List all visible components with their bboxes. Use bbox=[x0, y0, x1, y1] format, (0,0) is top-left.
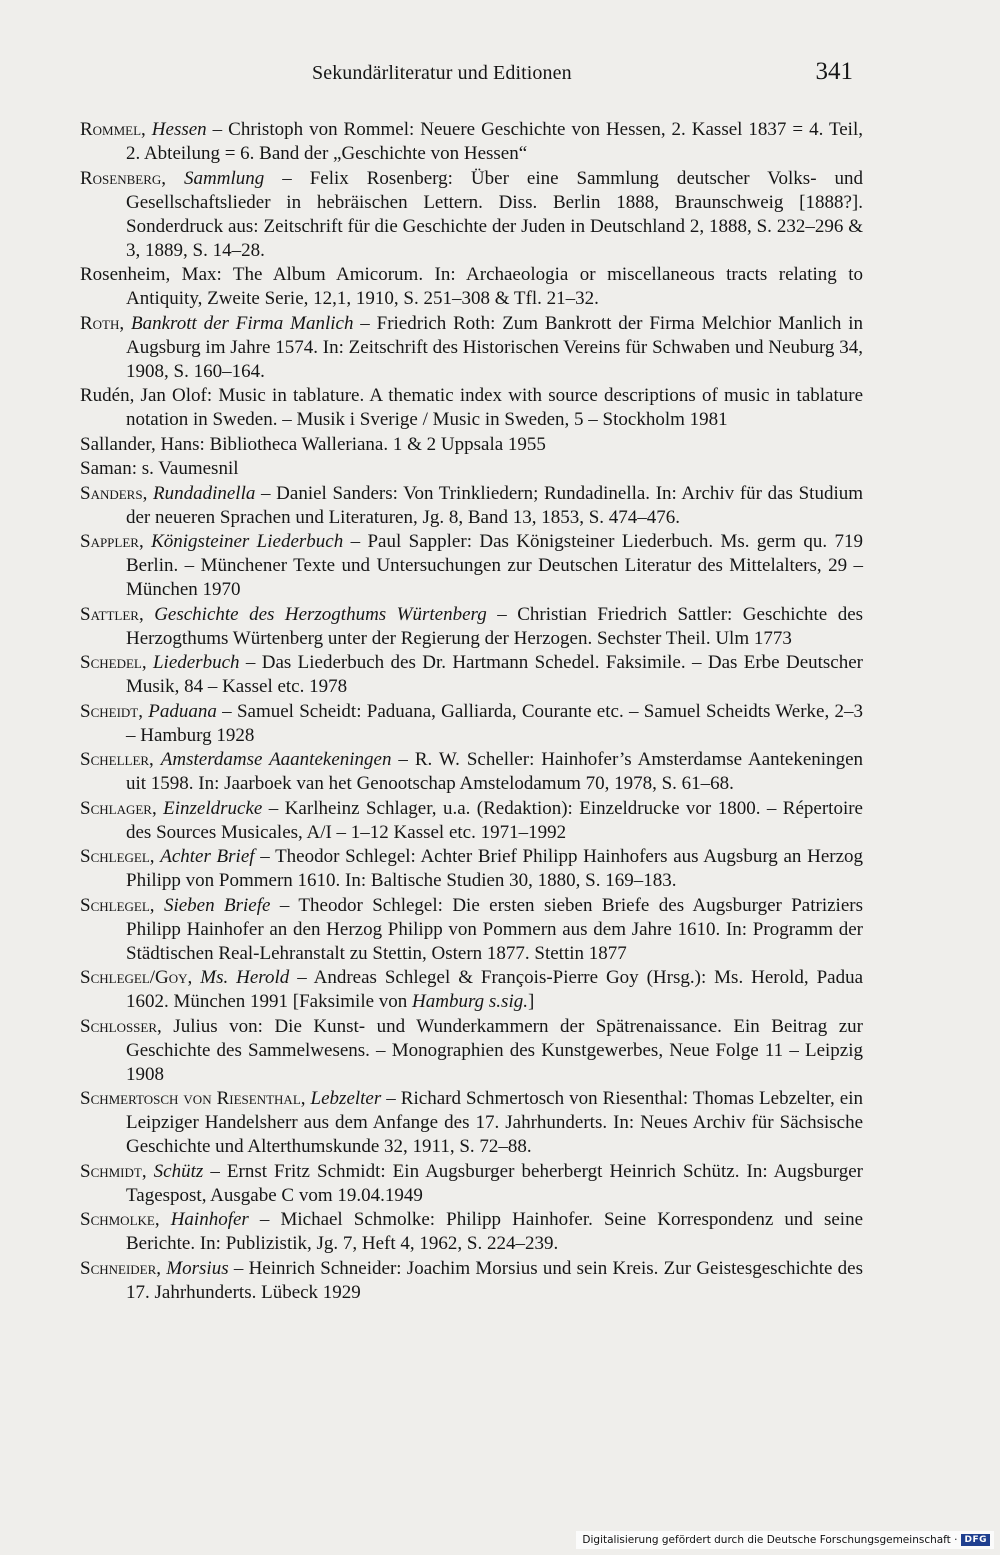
entry-text: – Karlheinz Schlager, u.a. (Redaktion): Einzeldrucke vor 1800. – Répertoire des Sources Musicales, A/I – 1–12 Kassel etc. 1971–1992 bbox=[126, 797, 863, 843]
entry-text: – Christoph von Rommel: Neuere Geschichte von Hessen, 2. Kassel 1837 = 4. Teil, 2. Abteilung = 6. Band der „Geschichte von Hessen“ bbox=[126, 119, 863, 164]
bibliography-entry bbox=[80, 651, 863, 699]
entry-text: Sallander, Hans: Bibliotheca Walleriana. 1 & 2 Uppsala 1955 bbox=[80, 433, 546, 455]
entry-author: Scheller, bbox=[80, 749, 154, 770]
entry-text: – Ernst Fritz Schmidt: Ein Augsburger beherbergt Heinrich Schütz. In: Augsburger Tagespost, Ausgabe C vom 19.04.1949 bbox=[126, 1160, 863, 1206]
entry-text: – Theodor Schlegel: Die ersten sieben Briefe des Augsburger Patriziers Philipp Hainhofer an den Herzog Philipp von Pommern aus dem Jahre 1610. In: Programm der Städtischen Real-Lehranstalt zu Stettin, Ostern 1877. Stettin 1877 bbox=[126, 894, 863, 964]
entry-author: Scheidt, bbox=[80, 700, 143, 722]
entry-author: Schneider, bbox=[80, 1257, 162, 1279]
bibliography-entry bbox=[80, 966, 863, 1014]
entry-text: – Christian Friedrich Sattler: Geschichte des Herzogthums Würtenberg unter der Regierung der Herzogen. Sechster Theil. Ulm 1773 bbox=[126, 603, 864, 649]
bibliography-entry bbox=[80, 1087, 863, 1159]
entry-text: – Theodor Schlegel: Achter Brief Philipp Hainhofers aus Augsburg an Herzog Philipp von Pommern 1610. In: Baltische Studien 30, 1880, S. 169–183. bbox=[126, 846, 864, 891]
entry-italic-text: Hamburg s.sig. bbox=[412, 991, 528, 1012]
entry-text: – Heinrich Schneider: Joachim Morsius und sein Kreis. Zur Geistesgeschichte des 17. Jahrhunderts. Lübeck 1929 bbox=[126, 1257, 864, 1303]
page-number: 341 bbox=[815, 58, 853, 85]
entry-author: Schmidt, bbox=[80, 1160, 147, 1182]
bibliography-entry bbox=[80, 457, 863, 481]
bibliography-entry bbox=[80, 845, 863, 893]
entry-text: – Michael Schmolke: Philipp Hainhofer. Seine Korrespondenz und seine Berichte. In: Publizistik, Jg. 7, Heft 4, 1962, S. 224–239. bbox=[126, 1209, 864, 1254]
entry-author: Roth, bbox=[80, 312, 125, 334]
bibliography-entry bbox=[80, 894, 863, 966]
bibliography-entry bbox=[80, 118, 863, 166]
digitization-footer bbox=[576, 1531, 994, 1549]
bibliography-entry bbox=[80, 797, 863, 845]
entry-author: Schlosser, bbox=[80, 1015, 162, 1037]
entry-author: Sanders, bbox=[80, 482, 148, 504]
entry-author: Schlegel/Goy, bbox=[80, 967, 193, 988]
entry-author: Schlegel, bbox=[80, 846, 155, 867]
entry-author: Rommel, bbox=[80, 119, 146, 140]
entry-text: – Andreas Schlegel & François-Pierre Goy (Hrsg.): Ms. Herold, Padua 1602. München 1991 [Faksimile von bbox=[126, 967, 864, 1012]
entry-text: – Daniel Sanders: Von Trinkliedern; Rundadinella. In: Archiv für das Studium der neueren Sprachen und Literaturen, Jg. 8, Band 13, 1853, S. 474–476. bbox=[126, 482, 864, 528]
entry-short-title: Ms. Herold bbox=[200, 967, 290, 988]
bibliography-entry bbox=[80, 530, 863, 602]
entry-author: Schmolke, bbox=[80, 1209, 160, 1230]
bibliography-entry bbox=[80, 167, 863, 263]
entry-text: – Felix Rosenberg: Über eine Sammlung deutscher Volks- und Gesellschaftslieder in hebräischen Lettern. Diss. Berlin 1888, Braunschweig [1888?]. Sonderdruck aus: Zeitschrift für die Geschichte der Juden in Deutschland 2, 1888, S. 232–296 & 3, 1889, S. 14–28. bbox=[126, 167, 863, 261]
entry-short-title: Königsteiner Liederbuch bbox=[151, 531, 344, 552]
bibliography-entry bbox=[80, 433, 863, 457]
entry-short-title: Einzeldrucke bbox=[163, 797, 263, 819]
entry-short-title: Liederbuch bbox=[152, 652, 240, 673]
entry-author: Schlager, bbox=[80, 797, 157, 819]
entry-text: – Das Liederbuch des Dr. Hartmann Schedel. Faksimile. – Das Erbe Deutscher Musik, 84 – Kassel etc. 1978 bbox=[126, 652, 864, 697]
entry-short-title: Morsius bbox=[166, 1257, 229, 1279]
entry-text: – Paul Sappler: Das Königsteiner Liederbuch. Ms. germ qu. 719 Berlin. – Münchener Texte und Untersuchungen zur Deutschen Literatur des Mittelalters, 29 – München 1970 bbox=[126, 531, 863, 600]
entry-short-title: Schütz bbox=[153, 1160, 204, 1182]
entry-text: – Friedrich Roth: Zum Bankrott der Firma Melchior Manlich in Augsburg im Jahre 1574. In: Zeitschrift des Historischen Vereins für Schwaben und Neuburg 34, 1908, S. 160–164. bbox=[126, 312, 864, 382]
entry-author: Schmertosch von Riesenthal, bbox=[80, 1088, 306, 1109]
entry-short-title: Hainhofer bbox=[170, 1209, 249, 1230]
bibliography-entry bbox=[80, 1015, 863, 1087]
entry-short-title: Bankrott der Firma Manlich bbox=[130, 312, 354, 334]
entry-short-title: Lebzelter bbox=[310, 1088, 382, 1109]
bibliography-entry bbox=[80, 384, 863, 432]
bibliography-entry bbox=[80, 1208, 863, 1256]
entry-text: Rudén, Jan Olof: Music in tablature. A thematic index with source descriptions of music in tablature notation in Sweden. – Musik i Sverige / Music in Sweden, 5 – Stockholm 1981 bbox=[80, 385, 863, 430]
entry-short-title: Amsterdamse Aaantekeningen bbox=[160, 749, 392, 770]
entry-short-title: Achter Brief bbox=[160, 846, 255, 867]
entry-text: – R. W. Scheller: Hainhofer’s Amsterdamse Aantekeningen uit 1598. In: Jaarboek van het Genootschap Amstelodamum 70, 1978, S. 61–68. bbox=[126, 749, 863, 794]
running-head: Sekundärliteratur und Editionen bbox=[312, 62, 572, 84]
footer-text: Digitalisierung gefördert durch die Deutsche Forschungsgemeinschaft · bbox=[582, 1534, 958, 1546]
entry-short-title: Paduana bbox=[148, 700, 217, 722]
bibliography-entry bbox=[80, 482, 863, 530]
bibliography-entry bbox=[80, 1257, 863, 1305]
entry-author: Schlegel, bbox=[80, 894, 155, 916]
entry-author: Sattler, bbox=[80, 603, 144, 625]
entry-text-end: ] bbox=[527, 991, 535, 1012]
bibliography-entry bbox=[80, 603, 863, 651]
entry-author: Schedel, bbox=[80, 652, 147, 673]
entry-short-title: Rundadinella bbox=[152, 482, 256, 504]
bibliography-entry bbox=[80, 1160, 863, 1208]
entry-short-title: Sieben Briefe bbox=[163, 894, 271, 916]
bibliography-entry bbox=[80, 263, 863, 311]
entry-author: Rosenberg, bbox=[80, 167, 167, 189]
entry-text: – Richard Schmertosch von Riesenthal: Thomas Lebzelter, ein Leipziger Handelsherr aus dem Anfange des 17. Jahrhunderts. In: Neues Archiv für Sächsische Geschichte und Alterthumskunde 32, 1911, S. 72–88. bbox=[126, 1088, 863, 1157]
entry-text: Saman: s. Vaumesnil bbox=[80, 458, 239, 479]
entry-short-title: Geschichte des Herzogthums Würtenberg bbox=[154, 603, 487, 625]
bibliography-entry bbox=[80, 700, 863, 748]
entry-text: Julius von: Die Kunst- und Wunderkammern der Spätrenaissance. Ein Beitrag zur Geschichte des Sammelwesens. – Monographien des Kunstgewerbes, Neue Folge 11 – Leipzig 1908 bbox=[126, 1015, 863, 1085]
entry-text: – Samuel Scheidt: Paduana, Galliarda, Courante etc. – Samuel Scheidts Werke, 2–3 – Hamburg 1928 bbox=[126, 700, 863, 746]
entry-short-title: Hessen bbox=[151, 119, 207, 140]
entry-text: Rosenheim, Max: The Album Amicorum. In: Archaeologia or miscellaneous tracts relating to Antiquity, Zweite Serie, 12,1, 1910, S. 251–308 & Tfl. 21–32. bbox=[80, 264, 863, 309]
entry-short-title: Sammlung bbox=[184, 167, 265, 189]
bibliography-entry bbox=[80, 312, 863, 384]
bibliography-list bbox=[80, 118, 863, 1305]
dfg-logo-icon: DFG bbox=[961, 1534, 990, 1546]
entry-author: Sappler, bbox=[80, 531, 144, 552]
bibliography-entry bbox=[80, 748, 863, 796]
